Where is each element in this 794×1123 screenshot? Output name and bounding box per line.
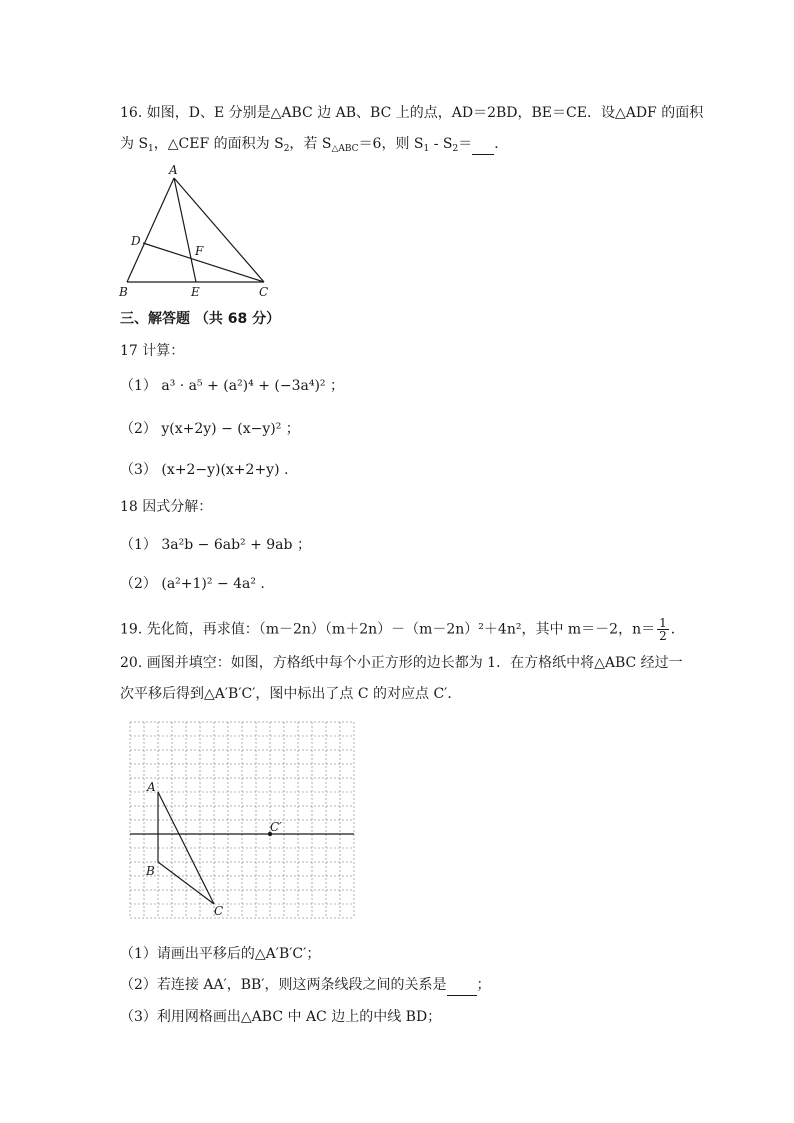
q20-item-2-text: （2）若连接 AA′，BB′，则这两条线段之间的关系是	[120, 977, 447, 993]
q20-answer-blank[interactable]	[447, 975, 477, 996]
q16-sub-b: 2	[283, 144, 290, 154]
q17-item-3: （3） (x+2−y)(x+2+y) .	[120, 462, 289, 478]
q19-end: ．	[670, 621, 685, 638]
q16-sub-a: 1	[148, 144, 154, 154]
segment-dc	[143, 243, 264, 282]
q19-text: 19. 先化简，再求值：（m－2n）（m＋2n）－（m－2n）²＋4n²，其中 m＝－2，n＝	[120, 621, 656, 638]
q20-item-1: （1）请画出平移后的△A′B′C′；	[120, 946, 321, 962]
label-f: F	[195, 244, 204, 258]
q20-item-3: （3）利用网格画出△ABC 中 AC 边上的中线 BD；	[120, 1009, 442, 1025]
q19-frac-num: 1	[659, 616, 667, 630]
q17-item-1: （1） a³ · a⁵ + (a²)⁴ + (−3a⁴)² ；	[120, 378, 344, 394]
q16-answer-blank[interactable]	[472, 134, 494, 155]
q16-sub-e: 2	[452, 144, 459, 154]
q18-item-1: （1） 3a²b − 6ab² + 9ab ；	[120, 537, 311, 553]
q16-text-f: ＝	[458, 136, 473, 152]
segment-ae	[174, 178, 196, 282]
label-c: C	[259, 285, 269, 299]
q16-text-a: 为 S	[120, 136, 149, 152]
q18-heading: 18 因式分解：	[120, 499, 213, 515]
q20-item-2-end: ；	[476, 977, 491, 993]
label-b: B	[119, 285, 128, 299]
q16-sub-c: △ABC	[331, 144, 359, 154]
q20-grid-figure	[124, 718, 364, 928]
q16-line2	[120, 134, 508, 159]
q16-line1: 16. 如图，D、E 分别是△ABC 边 AB、BC 上的点，AD＝2BD，BE＝CE．设△ADF 的面积	[120, 105, 704, 121]
grid-label-c-prime: C′	[270, 820, 282, 834]
q19-fraction	[657, 617, 669, 642]
q18-item-2: （2） (a²+1)² − 4a² .	[120, 576, 265, 592]
q20-item-2	[120, 975, 491, 996]
edge-ac	[174, 178, 264, 282]
q20-line1: 20. 画图并填空：如图，方格纸中每个小正方形的边长都为 1．在方格纸中将△ABC 经过一	[120, 655, 683, 671]
q16-text-c: ，若 S	[289, 136, 332, 152]
q16-text-d: ＝6，则 S	[358, 136, 424, 152]
section-title: 三、解答题 （共 68 分）	[120, 311, 281, 327]
q17-heading: 17 计算：	[120, 343, 185, 359]
q16-text-b: ，△CEF 的面积为 S	[153, 136, 284, 152]
grid-label-a: A	[147, 780, 156, 794]
grid-label-b: B	[146, 864, 155, 878]
q17-item-2: （2） y(x+2y) − (x−y)² ；	[120, 421, 300, 437]
grid-label-c: C	[214, 904, 224, 918]
label-d: D	[131, 234, 141, 248]
q16-sub-d: 1	[423, 144, 430, 154]
triangle-side-bc	[158, 862, 214, 904]
label-a: A	[169, 163, 178, 177]
label-e: E	[191, 285, 200, 299]
q16-text-g: ．	[494, 136, 509, 152]
q19-line	[120, 617, 685, 642]
q20-line2: 次平移后得到△A′B′C′，图中标出了点 C 的对应点 C′．	[120, 686, 462, 702]
edge-ab	[127, 178, 174, 282]
q19-frac-den: 2	[659, 629, 667, 643]
q16-triangle-figure	[110, 160, 290, 300]
q16-text-e: - S	[429, 136, 453, 152]
